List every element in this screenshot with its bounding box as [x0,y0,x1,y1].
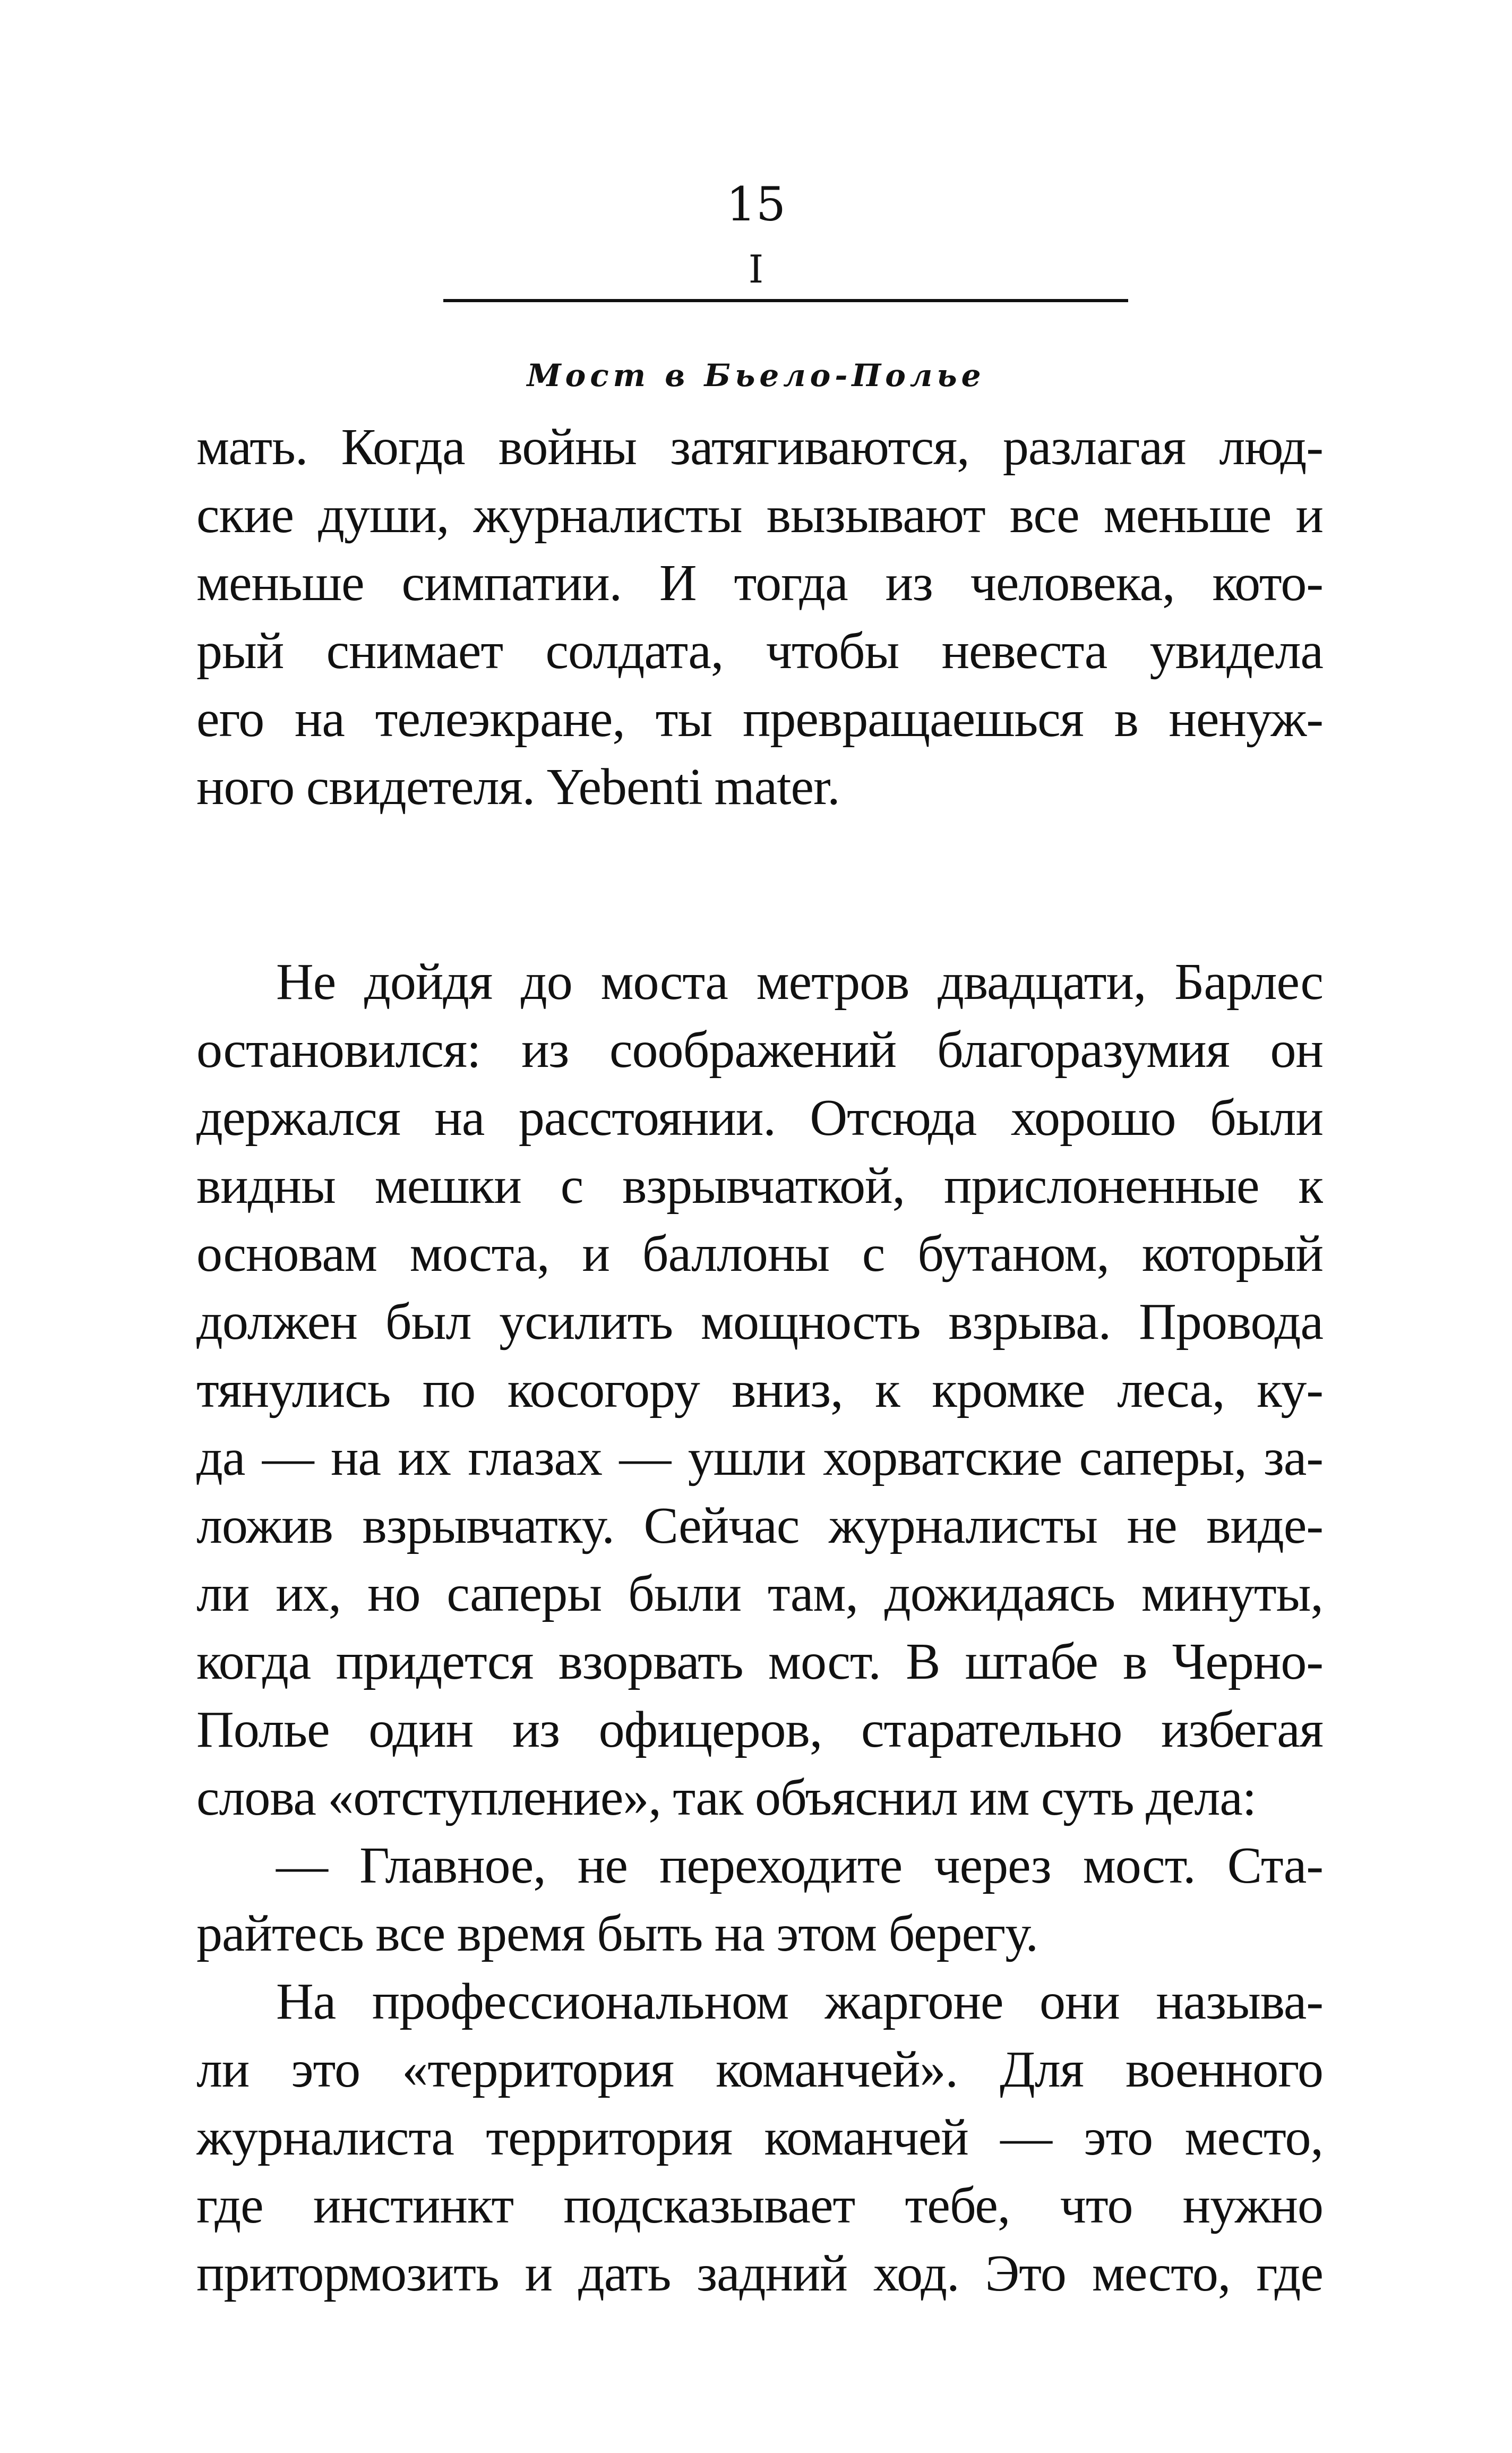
paragraph-dialogue [196,1832,1323,1968]
text-line: тянулись по косогору вниз, к кромке леса, ку- [196,1361,1323,1418]
text-line: ли их, но саперы были там, дожидаясь минуты, [196,1565,1323,1622]
text-line: слова «отступление», так объяснил им суть дела: [196,1769,1257,1826]
text-line: видны мешки с взрывчаткой, прислоненные к [196,1157,1323,1215]
text-line: — Главное, не переходите через мост. Ста- [276,1837,1323,1894]
text-line: остановился: из соображений благоразумия он [196,1021,1323,1079]
text-line: райтесь все время быть на этом берегу. [196,1905,1038,1962]
chapter-number: I [748,247,764,292]
text-line: ложив взрывчатку. Сейчас журналисты не виде- [196,1497,1323,1554]
running-header: Мост в Бьело-Полье [527,357,985,394]
text-block-top [196,413,1323,821]
text-line: На профессиональном жаргоне они называ- [276,1973,1323,2030]
text-line: журналиста территория команчей — это место, [196,2109,1323,2166]
text-line: основам моста, и баллоны с бутаном, который [196,1225,1323,1283]
text-line: держался на расстоянии. Отсюда хорошо были [196,1089,1323,1147]
text-line: рый снимает солдата, чтобы невеста увидела [196,622,1323,680]
text-line: ного свидетеля. Yebenti mater. [196,758,840,816]
text-line: Полье один из офицеров, старательно избегая [196,1701,1323,1758]
paragraph-continuation [196,413,1323,821]
header-divider [443,299,1128,302]
text-line: ские души, журналисты вызывают все меньше и [196,486,1323,544]
text-line: ли это «территория команчей». Для военного [196,2041,1323,2098]
text-line: меньше симпатии. И тогда из человека, кото- [196,554,1323,612]
text-line: Не дойдя до моста метров двадцати, Барлес [276,953,1323,1011]
paragraph [196,1968,1323,2307]
text-line: должен был усилить мощность взрыва. Провода [196,1293,1323,1351]
text-line: когда придется взорвать мост. В штабе в Черно- [196,1633,1323,1690]
paragraph [196,948,1323,1832]
text-line: мать. Когда войны затягиваются, разлагая люд- [196,418,1323,476]
page-number: 15 [726,177,786,232]
text-line: где инстинкт подсказывает тебе, что нужно [196,2177,1323,2234]
text-line: его на телеэкране, ты превращаешься в ненуж- [196,690,1323,748]
text-line: да — на их глазах — ушли хорватские саперы, за- [196,1429,1323,1486]
text-line: притормозить и дать задний ход. Это место, где [196,2245,1323,2302]
text-block-main [196,948,1323,2307]
